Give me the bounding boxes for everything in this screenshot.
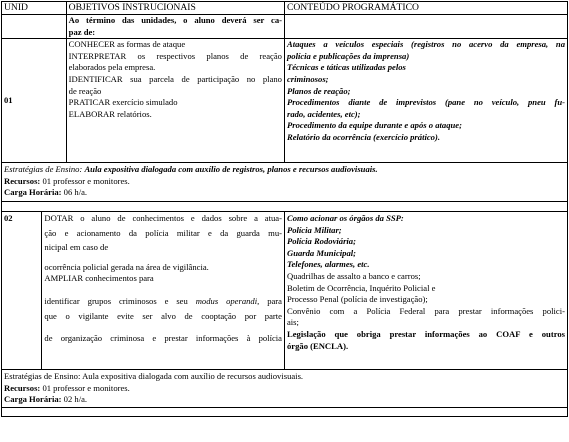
unit2-number: 02 bbox=[2, 211, 42, 369]
unit1-objectives: CONHECER as formas de ataque INTERPRETAR os respectivos planos de reação elaborados pela empresa. IDENTIFICAR sua parcela de participação no plano de reação PRATICAR exercício simulado ELABORAR relatórios. bbox=[66, 39, 284, 163]
unit1-content: Ataques a veículos especiais (registros no acervo da empresa, na polícia e publicações da imprensa) Técnicas e táticas utilizadas pelos criminosos; Planos de reação; Procedimentos diante de imprevistos (pane no veículo, pneu fu- rado, acidentes, etc); Procedimento da equipe durante e após o ataque; Relatório da ocorrência (exercício prático). bbox=[284, 39, 567, 163]
unit2-objectives: DOTAR o aluno de conhecimentos e dados sobre a atua- ção e acionamento da polícia militar e da guarda mu- nicipal em caso de ocorrência policial gerada na área de vigilância. AMPLIAR conhecimentos para identificar grupos criminosos e seu modus operandi, para que o vigilante evite ser alvo de cooptação por parte de organização criminosa e prestar informações à polícia bbox=[42, 211, 285, 369]
spacer-row bbox=[2, 201, 568, 211]
intro-row bbox=[2, 15, 568, 39]
unit1-resources-text: 01 professor e monitores. bbox=[42, 175, 130, 186]
unit2-footer-row bbox=[2, 369, 568, 407]
unit2-row bbox=[2, 211, 568, 369]
unit2-content: Como acionar os órgãos da SSP: Polícia Militar; Polícia Rodoviária; Guarda Municipal; Telefones, alarmes, etc. Quadrilhas de assalto a banco e carros; Boletim de Ocorrência, Inquérito Policial e Processo Penal (polícia de investigação); Convênio com a Polícia Federal para prestar informações polici- ais; Legislação que obriga prestar informações ao COAF e outros órgão (ENCLA). bbox=[284, 211, 567, 369]
unit2-strategies-text: Aula expositiva dialogada com auxílio de recursos audiovisuais. bbox=[82, 370, 304, 381]
unit2-resources-text: 01 professor e monitores. bbox=[42, 382, 130, 393]
header-conteudo: CONTEÚDO PROGRAMÁTICO bbox=[284, 2, 567, 15]
unit2-footer bbox=[2, 369, 568, 407]
unit1-row bbox=[2, 39, 568, 163]
unit2-resources-label: Recursos: bbox=[4, 382, 41, 393]
unit1-strategies-label: Estratégias de Ensino: bbox=[4, 164, 83, 175]
unit2-hours-text: 02 h/a. bbox=[63, 394, 88, 405]
header-objetivos: OBJETIVOS INSTRUCIONAIS bbox=[66, 2, 284, 15]
intro-text: Ao término das unidades, o aluno deverá ser ca- paz de: bbox=[66, 15, 284, 39]
unit2-hours-label: Carga Horária: bbox=[4, 394, 62, 405]
unit1-footer bbox=[2, 163, 568, 202]
unit1-hours-text: 06 h/a. bbox=[63, 187, 88, 198]
header-row bbox=[2, 2, 568, 15]
unit2-strategies-label: Estratégias de Ensino: bbox=[4, 370, 81, 381]
unit2-objective-modus: identificar grupos criminosos e seu modus operandi, para bbox=[44, 295, 282, 306]
unit1-resources-label: Recursos: bbox=[4, 175, 41, 186]
unit1-hours-label: Carga Horária: bbox=[4, 187, 62, 198]
unit1-footer-row bbox=[2, 163, 568, 202]
bottom-spacer-row bbox=[2, 407, 568, 416]
curriculum-table-2 bbox=[1, 211, 568, 417]
header-unid: UNID bbox=[2, 2, 67, 15]
curriculum-table-1 bbox=[1, 1, 568, 212]
unit1-number: 01 bbox=[2, 39, 67, 163]
unit1-strategies-text: Aula expositiva dialogada com auxílio de registros, planos e recursos audiovisuais. bbox=[84, 164, 378, 175]
